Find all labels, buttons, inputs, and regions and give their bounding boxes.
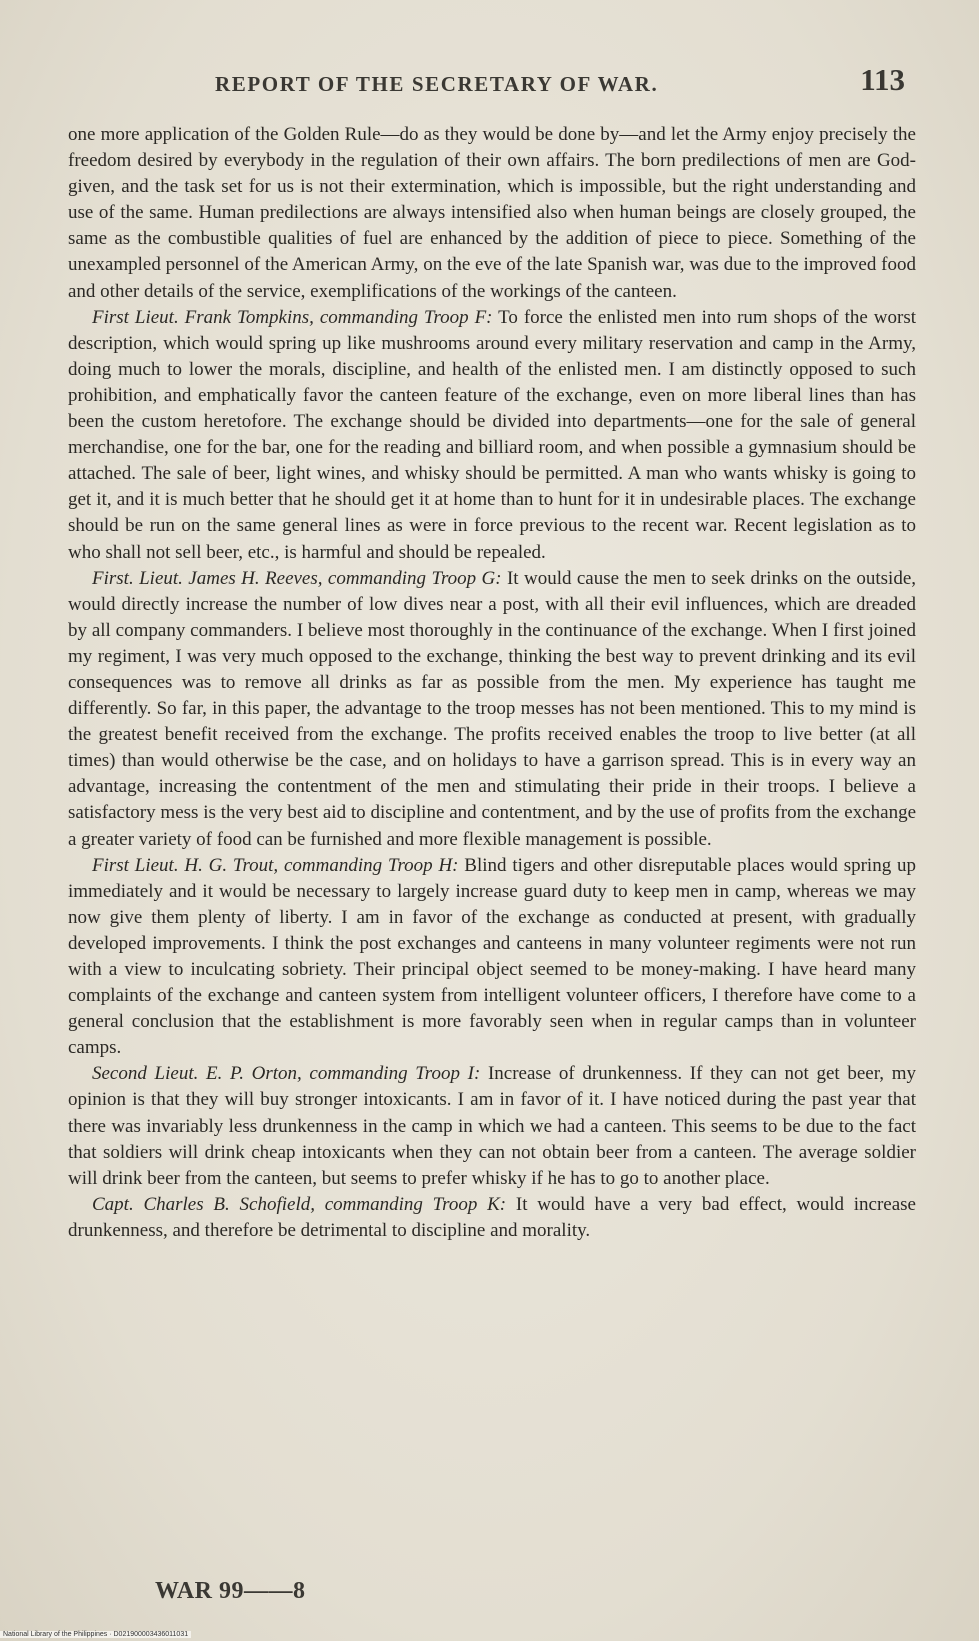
paragraph [68,853,916,1062]
paragraph [68,566,916,853]
paragraph-text: It would have a very bad effect, would increase drunkenness, and therefore be detrimental to discipline and morality. [68,1193,916,1241]
page-header [80,62,905,102]
paragraph-text: Increase of drunkenness. If they can not get beer, my opinion is that they will buy stronger intoxicants. I am in favor of it. I have noticed during the past year that there was invariably less drunkenness in the camp in which we had a canteen. This seems to be due to the fact that soldiers will drink cheap intoxicants when they can not obtain beer from a canteen. The average soldier will drink beer from the canteen, but seems to prefer whisky if he has to go to another place. [68,1063,916,1189]
signature-mark: WAR 99——8 [155,1578,306,1604]
paragraph [68,1061,916,1191]
paragraph-text: one more application of the Golden Rule—do as they would be done by—and let the Army enjoy precisely the freedom desired by everybody in the regulation of their own affairs. The born predilections of men are God-given, and the task set for us is not their extermination, which is impossible, but the right understanding and use of the same. Human predilections are always intensified also when human beings are closely grouped, the same as the combustible qualities of fuel are enhanced by the addition of piece to piece. Something of the unexampled personnel of the American Army, on the eve of the late Spanish war, was due to the improved food and other details of the service, exemplifications of the workings of the canteen. [68,124,916,302]
speaker-name: Second Lieut. E. P. Orton, commanding Troop I: [92,1063,481,1085]
speaker-name: First. Lieut. James H. Reeves, commanding Troop G: [92,567,502,589]
paragraph [68,122,916,305]
paragraph-text: It would cause the men to seek drinks on the outside, would directly increase the number of low dives near a post, with all their evil influences, which are dreaded by all company commanders. I believe most thoroughly in the continuance of the exchange. When I first joined my regiment, I was very much opposed to the exchange, thinking the best way to prevent drinking and its evil consequences was to remove all drinks as far as possible from the men. My experience has taught me differently. So far, in this paper, the advantage to the troop messes has not been mentioned. This to my mind is the greatest benefit received from the exchange. The profits received enables the troop to live better (at all times) than would otherwise be the case, and on holidays to have a garrison spread. This is in every way an advantage, increasing the contentment of the men and stimulating their pride in their troops. I believe a satisfactory mess is the very best aid to discipline and contentment, and by the use of profits from the exchange a greater variety of food can be furnished and more flexible management is possible. [68,567,916,850]
paragraph [68,305,916,566]
running-title: REPORT OF THE SECRETARY OF WAR. [215,72,659,96]
page-number: 113 [860,62,905,97]
paragraph-text: To force the enlisted men into rum shops of the worst description, which would spring up like mushrooms around every military reservation and camp in the Army, doing much to lower the morals, discipline, and health of the enlisted men. I am distinctly opposed to such prohibition, and emphatically favor the canteen feature of the exchange, even on more liberal lines than has been the custom heretofore. The exchange should be divided into departments—one for the sale of general merchandise, one for the bar, one for the reading and billiard room, and when possible a gymnasium should be attached. The sale of beer, light wines, and whisky should be permitted. A man who wants whisky is going to get it, and it is much better that he should get it at home than to hunt for it in undesirable places. The exchange should be run on the same general lines as were in force previous to the recent war. Recent legislation as to who shall not sell beer, etc., is harmful and should be repealed. [68,306,916,563]
speaker-name: Capt. Charles B. Schofield, commanding Troop K: [92,1193,507,1215]
paragraph-text: Blind tigers and other disreputable places would spring up immediately and it would be necessary to largely increase guard duty to keep men in camp, whereas we may now give them plenty of liberty. I am in favor of the exchange as conducted at present, with gradually developed improvements. I think the post exchanges and canteens in many volunteer regiments were not run with a view to inculcating sobriety. Their principal object seemed to be money-making. I have heard many complaints of the exchange and canteen system from intelligent volunteer officers, I therefore have come to a general conclusion that the establishment is more favorably seen when in regular camps than in volunteer camps. [68,854,916,1059]
paragraph [68,1192,916,1244]
speaker-name: First Lieut. Frank Tompkins, commanding Troop F: [92,306,493,328]
scan-credit: National Library of the Philippines · D021900003436011031 [0,1631,191,1638]
speaker-name: First Lieut. H. G. Trout, commanding Troop H: [92,854,459,876]
body-text [68,122,916,1244]
